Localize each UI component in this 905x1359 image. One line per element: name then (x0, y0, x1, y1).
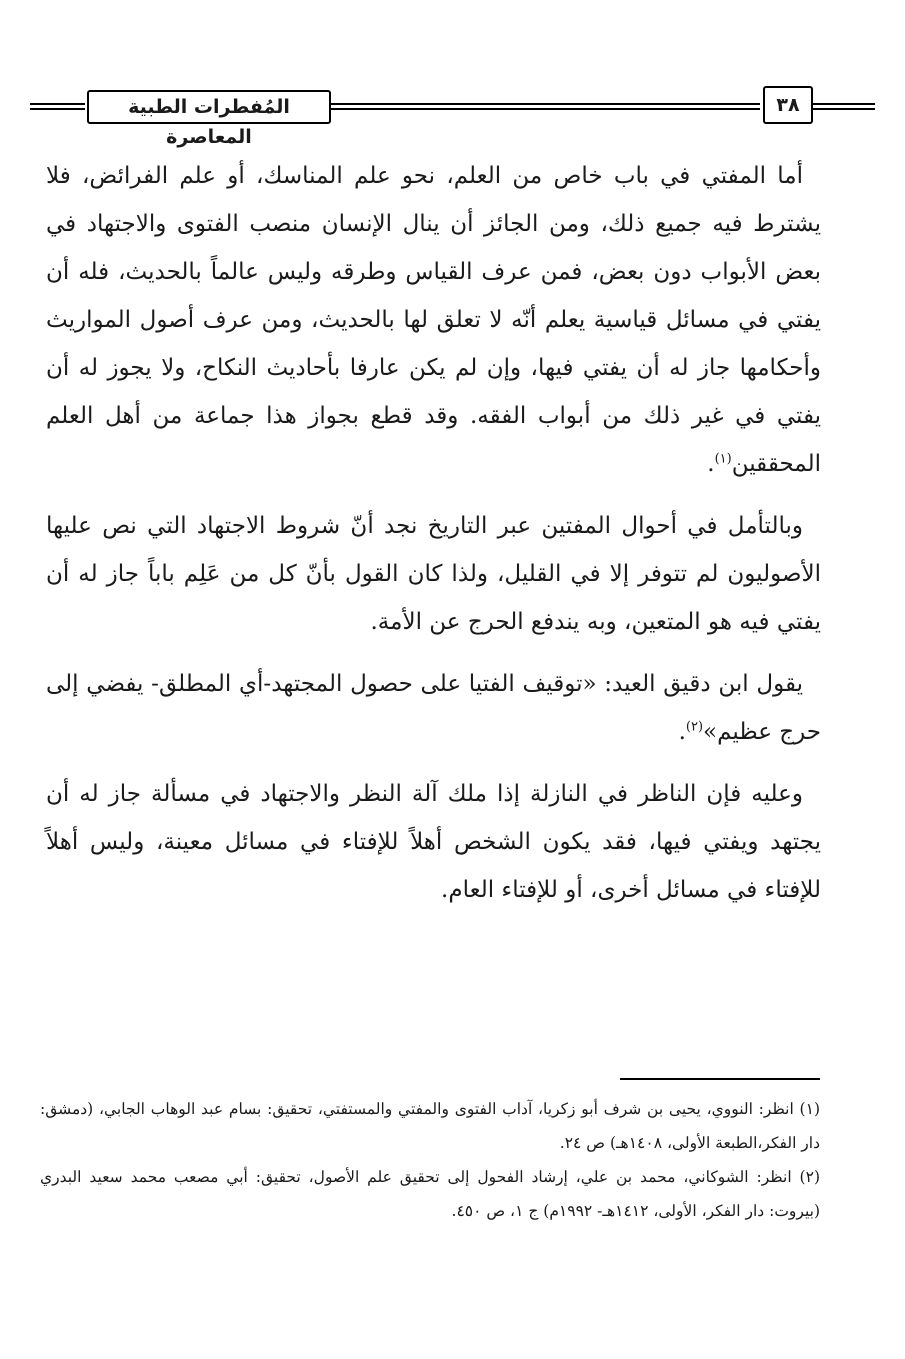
footnote-ref-1: (١) (714, 451, 732, 467)
footnotes (40, 1092, 820, 1228)
paragraph-1 (46, 152, 821, 488)
header-rule-middle (330, 103, 760, 110)
running-header (30, 86, 875, 148)
book-title: المُفطرات الطبية المعاصرة (87, 90, 331, 124)
paragraph-2: وبالتأمل في أحوال المفتين عبر التاريخ نجد أنّ شروط الاجتهاد التي نص عليها الأصوليون لم تتوفر إلا في القليل، ولذا كان القول بأنّ كل من عَلِم باباً جاز له أن يفتي فيه هو المتعين، وبه يندفع الحرج عن الأمة. (46, 513, 821, 635)
header-rule-right (812, 103, 875, 110)
paragraph-1-end: . (707, 451, 715, 477)
footnote-ref-2: (٢) (685, 719, 704, 735)
header-rule-left (30, 103, 85, 110)
paragraph-1-text: أما المفتي في باب خاص من العلم، نحو علم المناسك، أو علم الفرائض، فلا يشترط فيه جميع ذلك، ومن الجائز أن ينال الإنسان منصب الفتوى والاجتهاد في بعض الأبواب دون بعض، فمن عرف القياس وطرقه وليس عالماً بالحديث، فله أن يفتي في مسائل قياسية يعلم أنّه لا تعلق لها بالحديث، ومن عرف أصول المواريث وأحكامها جاز له أن يفتي فيها، وإن لم يكن عارفا بأحاديث النكاح، ولا يجوز له أن يفتي في غير ذلك من أبواب الفقه. وقد قطع بجواز هذا جماعة من أهل العلم المحققين (46, 163, 821, 477)
paragraph-3-end: . (678, 719, 686, 745)
paragraph-3 (46, 660, 821, 756)
main-text (46, 152, 821, 928)
paragraph-4: وعليه فإن الناظر في النازلة إذا ملك آلة النظر والاجتهاد في مسألة جاز له أن يجتهد ويفتي فيها، فقد يكون الشخص أهلاً للإفتاء في مسائل معينة، وليس أهلاً للإفتاء في مسائل أخرى، أو للإفتاء العام. (46, 781, 821, 903)
footnote-separator (620, 1078, 820, 1080)
footnote-2: (٢) انظر: الشوكاني، محمد بن علي، إرشاد الفحول إلى تحقيق علم الأصول، تحقيق: أبي مصعب محمد سعيد البدري (بيروت: دار الفكر، الأولى، ١٤١٢هـ- ١٩٩٢م) ج ١، ص ٤٥٠. (40, 1168, 820, 1220)
paragraph-3-text: يقول ابن دقيق العيد: «توقيف الفتيا على حصول المجتهد-أي المطلق- يفضي إلى حرج عظيم» (46, 671, 821, 745)
page-number: ٣٨ (763, 86, 813, 124)
footnote-1: (١) انظر: النووي، يحيى بن شرف أبو زكريا، آداب الفتوى والمفتي والمستفتي، تحقيق: بسام عبد الوهاب الجابي، (دمشق: دار الفكر،الطبعة الأولى، ١٤٠٨هـ) ص ٢٤. (40, 1100, 820, 1152)
